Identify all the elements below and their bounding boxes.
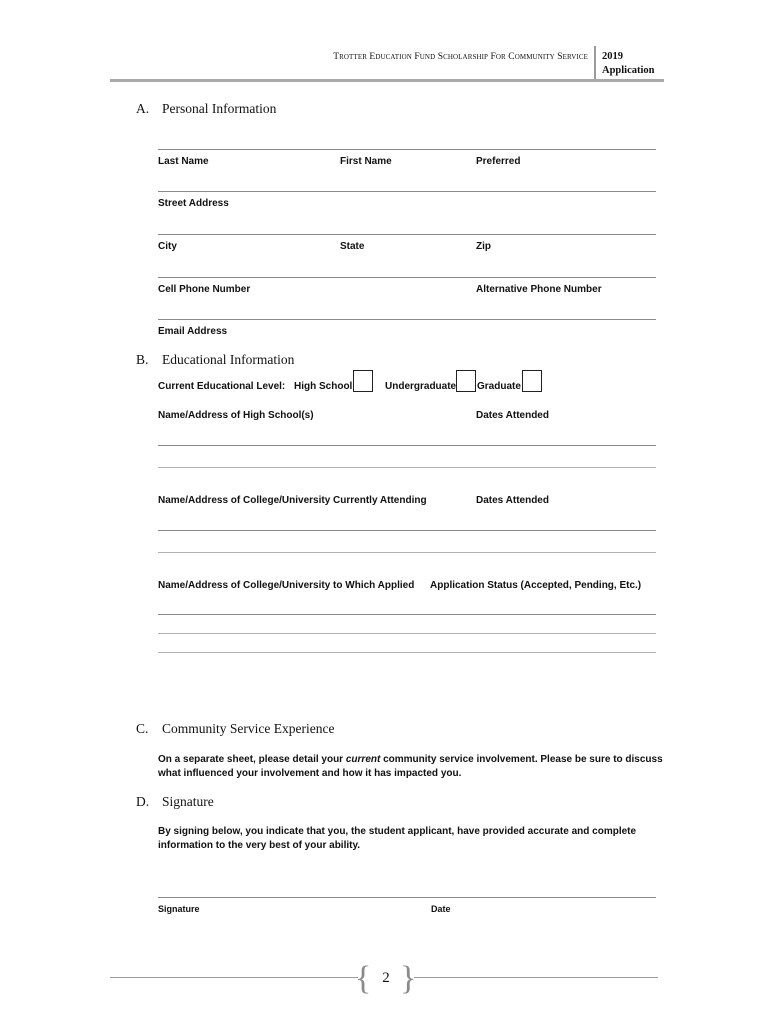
- last-name-line[interactable]: [158, 149, 656, 150]
- college-applied-line-2[interactable]: [158, 633, 656, 634]
- graduate-checkbox[interactable]: [522, 370, 542, 392]
- header-divider: [594, 46, 596, 80]
- high-school-checkbox[interactable]: [353, 370, 373, 392]
- section-c-title: Community Service Experience: [162, 721, 335, 736]
- education-level-label: Current Educational Level:: [158, 381, 286, 392]
- college-applied-line-3[interactable]: [158, 652, 656, 653]
- page-number: 2: [382, 970, 390, 986]
- section-a-heading: [136, 101, 276, 117]
- date-label: Date: [431, 904, 451, 914]
- alt-phone-label: Alternative Phone Number: [476, 284, 602, 295]
- city-state-zip-line[interactable]: [158, 234, 656, 235]
- section-d-letter: D.: [136, 794, 150, 809]
- street-address-line[interactable]: [158, 191, 656, 192]
- section-d-heading: [136, 794, 214, 810]
- application-status-label: Application Status (Accepted, Pending, Etc.): [430, 580, 642, 591]
- signature-label: Signature: [158, 904, 200, 914]
- cell-phone-label: Cell Phone Number: [158, 284, 251, 295]
- section-b-heading: [136, 352, 294, 368]
- section-d-title: Signature: [162, 794, 214, 809]
- header-year: 2019: [602, 51, 623, 62]
- college-current-label: Name/Address of College/University Currently Attending: [158, 495, 427, 506]
- footer-rule-left: [110, 977, 358, 978]
- college-applied-line-1[interactable]: [158, 614, 656, 615]
- preferred-name-label: Preferred: [476, 156, 521, 167]
- state-label: State: [340, 241, 365, 252]
- college-current-line-1[interactable]: [158, 530, 656, 531]
- high-school-line-1[interactable]: [158, 445, 656, 446]
- street-address-label: Street Address: [158, 198, 229, 209]
- left-brace-icon: {: [355, 960, 372, 997]
- email-label: Email Address: [158, 326, 228, 337]
- emphasis-current: current: [345, 754, 381, 765]
- section-c-heading: [136, 721, 334, 737]
- high-school-line-2[interactable]: [158, 467, 656, 468]
- community-service-instructions: On a separate sheet, please detail your current community service involvement. Please be sure to discuss what influenced your involvement and how it has impacted you.: [158, 754, 663, 779]
- high-school-dates-label: Dates Attended: [476, 410, 549, 421]
- section-a-title: Personal Information: [162, 101, 277, 116]
- first-name-label: First Name: [340, 156, 392, 167]
- document-title: Trotter Education Fund Scholarship For Community Service: [333, 52, 588, 62]
- high-school-name-label: Name/Address of High School(s): [158, 410, 314, 421]
- phone-line[interactable]: [158, 277, 656, 278]
- college-applied-label: Name/Address of College/University to Which Applied: [158, 580, 415, 591]
- high-school-option-label: High School: [294, 381, 353, 392]
- section-a-letter: A.: [136, 101, 150, 116]
- city-label: City: [158, 241, 177, 252]
- undergraduate-checkbox[interactable]: [456, 370, 476, 392]
- right-brace-icon: }: [400, 960, 417, 997]
- signature-statement: By signing below, you indicate that you, the student applicant, have provided accurate and complete information to the very best of your ability.: [158, 826, 637, 851]
- undergraduate-option-label: Undergraduate: [385, 381, 457, 392]
- zip-label: Zip: [476, 241, 491, 252]
- section-b-title: Educational Information: [162, 352, 295, 367]
- graduate-option-label: Graduate: [477, 381, 521, 392]
- footer-rule-right: [414, 977, 658, 978]
- college-current-line-2[interactable]: [158, 552, 656, 553]
- header-year-block: [602, 50, 655, 78]
- section-c-letter: C.: [136, 721, 149, 736]
- signature-line[interactable]: [158, 897, 656, 898]
- email-line[interactable]: [158, 319, 656, 320]
- section-b-letter: B.: [136, 352, 149, 367]
- college-dates-label: Dates Attended: [476, 495, 549, 506]
- header-rule: [110, 79, 664, 82]
- header-subtitle: Application: [602, 65, 655, 76]
- last-name-label: Last Name: [158, 156, 209, 167]
